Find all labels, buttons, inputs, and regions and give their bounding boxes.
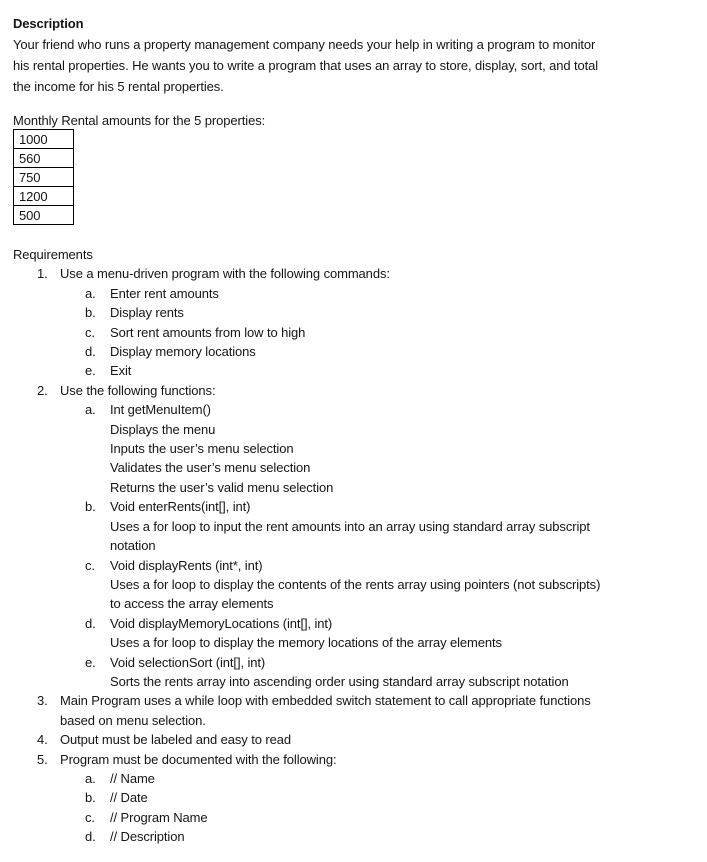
list-letter: d. [85, 344, 96, 360]
paragraph-line: Your friend who runs a property management company needs your help in writing a program to monitor [13, 37, 596, 52]
rent-amount-cell: 1000 [14, 130, 74, 149]
list-text: Display memory locations [110, 344, 256, 360]
requirement-item-3 [13, 691, 707, 710]
sub-item-1b [13, 303, 707, 322]
list-text: Void displayMemoryLocations (int[], int) [110, 615, 333, 631]
requirement-item-5 [13, 750, 707, 769]
table-row [14, 149, 74, 168]
list-text: Main Program uses a while loop with embedded switch statement to call appropriate functions [60, 693, 591, 709]
list-number: 2. [37, 382, 48, 398]
list-letter: c. [85, 324, 95, 340]
list-text: Void selectionSort (int[], int) [110, 654, 266, 670]
spacer [13, 225, 707, 245]
sub-item-2d [13, 614, 707, 633]
paragraph-line: his rental properties. He wants you to write a program that uses an array to store, display, sort, and total [13, 58, 599, 73]
table-row [14, 130, 74, 149]
list-letter: e. [85, 654, 96, 670]
list-text: Int getMenuItem() [110, 402, 211, 418]
list-letter: c. [85, 557, 95, 573]
sub-item-1a [13, 284, 707, 303]
list-text: // Description [110, 829, 185, 845]
continuation-line: Inputs the user’s menu selection [110, 441, 294, 457]
continuation-line: Uses a for loop to display the memory locations of the array elements [110, 635, 502, 651]
list-text: // Name [110, 770, 155, 786]
sub-item-1e [13, 361, 707, 380]
continuation-line: Uses a for loop to display the contents of the rents array using pointers (not subscripts) [110, 576, 601, 592]
requirement-item-2 [13, 381, 707, 400]
list-number: 4. [37, 732, 48, 748]
list-letter: d. [85, 829, 96, 845]
continuation-line: Displays the menu [110, 421, 216, 437]
sub-item-5a [13, 769, 707, 788]
sub-item-1c [13, 323, 707, 342]
list-text: Program must be documented with the following: [60, 751, 337, 767]
sub-item-2a [13, 400, 707, 419]
list-letter: b. [85, 305, 96, 321]
list-number: 3. [37, 693, 48, 709]
sub-item-2e [13, 653, 707, 672]
list-letter: e. [85, 363, 96, 379]
sub-item-2b [13, 497, 707, 516]
rent-amount-cell: 500 [14, 206, 74, 225]
continuation-line: Uses a for loop to input the rent amounts into an array using standard array subscript [110, 518, 590, 534]
continuation-line: notation [110, 538, 156, 554]
list-letter: b. [85, 499, 96, 515]
description-heading: Description [13, 16, 84, 31]
spacer [13, 97, 707, 112]
table-caption: Monthly Rental amounts for the 5 properties: [13, 113, 266, 128]
list-text: Sort rent amounts from low to high [110, 324, 306, 340]
list-text: Exit [110, 363, 132, 379]
sub-item-2c [13, 556, 707, 575]
sub-item-1d [13, 342, 707, 361]
continuation-line: Returns the user’s valid menu selection [110, 479, 334, 495]
rent-amount-cell: 1200 [14, 187, 74, 206]
requirement-item-1 [13, 264, 707, 283]
list-number: 5. [37, 751, 48, 767]
table-row [14, 168, 74, 187]
requirement-item-4 [13, 730, 707, 749]
list-text: Use a menu-driven program with the following commands: [60, 266, 390, 282]
list-text: Enter rent amounts [110, 285, 219, 301]
list-letter: c. [85, 809, 95, 825]
requirements-heading: Requirements [13, 247, 93, 262]
list-text: Output must be labeled and easy to read [60, 732, 291, 748]
list-text: Use the following functions: [60, 382, 216, 398]
list-letter: a. [85, 770, 96, 786]
list-number: 1. [37, 266, 48, 282]
list-letter: a. [85, 402, 96, 418]
list-text: Void enterRents(int[], int) [110, 499, 251, 515]
list-letter: a. [85, 285, 96, 301]
rent-amount-cell: 750 [14, 168, 74, 187]
list-text: Void displayRents (int*, int) [110, 557, 263, 573]
rent-amount-cell: 560 [14, 149, 74, 168]
list-letter: d. [85, 615, 96, 631]
continuation-line: Sorts the rents array into ascending order using standard array subscript notation [110, 673, 569, 689]
intro-paragraph [13, 34, 707, 97]
continuation-line: based on menu selection. [60, 712, 206, 728]
rental-amounts-table [13, 129, 74, 225]
list-text: // Date [110, 790, 148, 806]
list-text: Display rents [110, 305, 184, 321]
table-row [14, 206, 74, 225]
sub-item-5c [13, 808, 707, 827]
continuation-line: to access the array elements [110, 596, 274, 612]
list-text: // Program Name [110, 809, 208, 825]
list-letter: b. [85, 790, 96, 806]
continuation-line: Validates the user’s menu selection [110, 460, 311, 476]
sub-item-5b [13, 788, 707, 807]
paragraph-line: the income for his 5 rental properties. [13, 79, 224, 94]
requirements-list [13, 264, 707, 846]
table-row [14, 187, 74, 206]
sub-item-5d [13, 827, 707, 846]
